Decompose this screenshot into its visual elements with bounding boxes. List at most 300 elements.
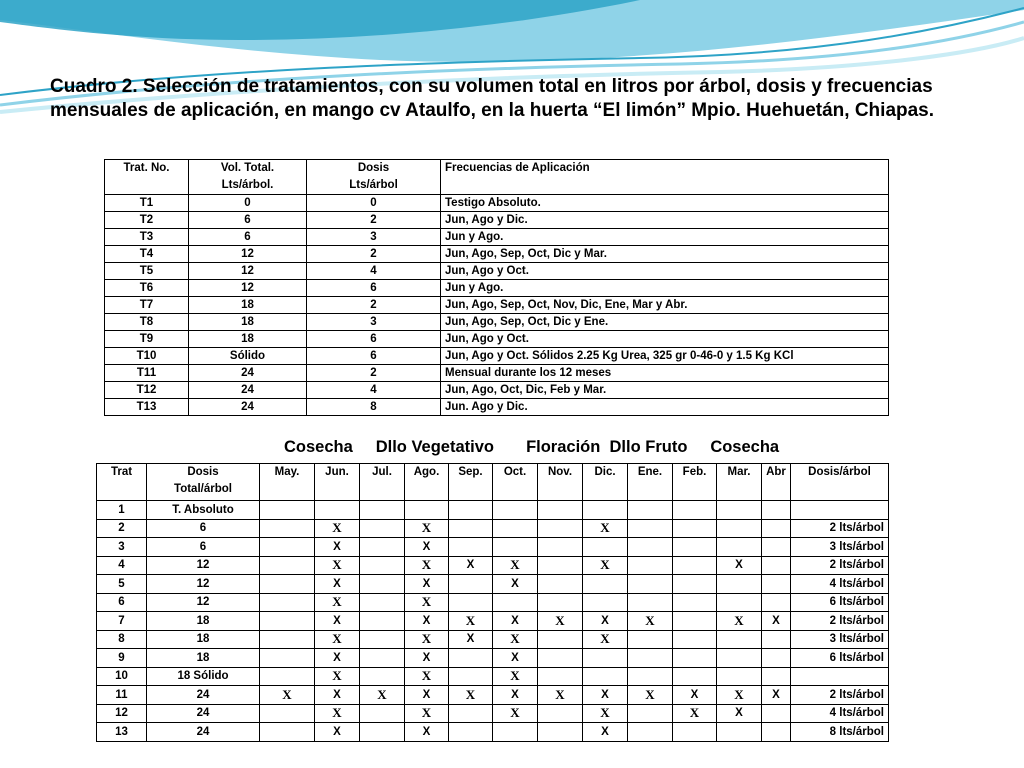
month-mark-cell	[538, 556, 583, 575]
column-header	[673, 464, 717, 501]
table-row	[97, 704, 889, 723]
table-cell: 6	[97, 593, 147, 612]
table-cell: 12	[189, 280, 307, 297]
table-cell: T13	[105, 399, 189, 416]
table-cell: 3	[307, 229, 441, 246]
month-mark-cell: X	[449, 556, 493, 575]
table-cell: 8 lts/árbol	[791, 723, 889, 742]
table-cell: 5	[97, 575, 147, 594]
table-row	[97, 538, 889, 557]
month-mark-cell: X	[405, 519, 449, 538]
table-cell: 3	[97, 538, 147, 557]
month-mark-cell	[673, 538, 717, 557]
month-mark-cell: X	[405, 723, 449, 742]
table-cell: 8	[97, 630, 147, 649]
month-mark-cell	[717, 501, 762, 520]
month-mark-cell: X	[717, 686, 762, 705]
month-mark-cell	[360, 723, 405, 742]
table-cell: 18 Sólido	[147, 667, 260, 686]
table-cell: 12	[189, 246, 307, 263]
table-cell: 6	[147, 519, 260, 538]
column-header-label: Nov.	[547, 466, 573, 478]
column-header-label: Lts/árbol	[349, 179, 398, 191]
table-row	[97, 630, 889, 649]
column-header	[315, 464, 360, 501]
column-header-label: Jun.	[325, 466, 349, 478]
table-cell: 6	[189, 212, 307, 229]
month-mark-cell	[538, 501, 583, 520]
table-cell: Jun, Ago y Oct. Sólidos 2.25 Kg Urea, 325 gr 0-46-0 y 1.5 Kg KCl	[441, 348, 889, 365]
table-cell: 8	[307, 399, 441, 416]
table-cell: 6	[147, 538, 260, 557]
column-header-label: Oct.	[503, 466, 527, 478]
month-mark-cell	[538, 593, 583, 612]
month-mark-cell: X	[315, 723, 360, 742]
month-mark-cell	[673, 649, 717, 668]
month-mark-cell: X	[673, 686, 717, 705]
table-cell: 18	[147, 630, 260, 649]
month-mark-cell	[538, 704, 583, 723]
column-header	[791, 464, 889, 501]
month-mark-cell: X	[583, 723, 628, 742]
table-cell: 12	[189, 263, 307, 280]
column-header	[441, 160, 889, 195]
table-cell: T5	[105, 263, 189, 280]
table-cell: Jun, Ago, Sep, Oct, Nov, Dic, Ene, Mar y Abr.	[441, 297, 889, 314]
month-mark-cell	[583, 575, 628, 594]
column-header-label: Feb.	[682, 466, 707, 478]
month-mark-cell	[762, 723, 791, 742]
table-cell: T4	[105, 246, 189, 263]
column-header	[762, 464, 791, 501]
table-cell: 2	[307, 365, 441, 382]
month-mark-cell: X	[405, 593, 449, 612]
month-mark-cell	[628, 575, 673, 594]
table-cell: 3 lts/árbol	[791, 538, 889, 557]
month-mark-cell	[628, 649, 673, 668]
table-row	[97, 649, 889, 668]
column-header	[717, 464, 762, 501]
month-mark-cell: X	[405, 667, 449, 686]
table-cell: 18	[147, 649, 260, 668]
month-mark-cell: X	[315, 556, 360, 575]
month-mark-cell	[360, 519, 405, 538]
month-mark-cell	[260, 519, 315, 538]
table-row	[105, 399, 889, 416]
month-mark-cell: X	[628, 612, 673, 631]
table-cell: 6	[189, 229, 307, 246]
month-mark-cell: X	[583, 556, 628, 575]
table-cell: T11	[105, 365, 189, 382]
month-mark-cell: X	[673, 704, 717, 723]
table-cell: 18	[189, 331, 307, 348]
table-cell: T12	[105, 382, 189, 399]
month-mark-cell: X	[583, 519, 628, 538]
table-cell: 3 lts/árbol	[791, 630, 889, 649]
table-row	[97, 667, 889, 686]
table-row	[105, 382, 889, 399]
table-cell: 24	[189, 382, 307, 399]
month-mark-cell: X	[449, 686, 493, 705]
table-cell: 2	[307, 212, 441, 229]
table-cell: 7	[97, 612, 147, 631]
month-mark-cell	[538, 667, 583, 686]
table-cell: 13	[97, 723, 147, 742]
month-mark-cell	[538, 649, 583, 668]
month-mark-cell: X	[405, 704, 449, 723]
table-row	[97, 501, 889, 520]
month-mark-cell	[673, 556, 717, 575]
table-cell	[791, 501, 889, 520]
table-row	[105, 331, 889, 348]
month-mark-cell: X	[493, 612, 538, 631]
table-row	[105, 229, 889, 246]
table-cell: T10	[105, 348, 189, 365]
month-mark-cell	[717, 519, 762, 538]
month-mark-cell: X	[583, 704, 628, 723]
month-mark-cell	[360, 630, 405, 649]
table-cell: Jun, Ago, Oct, Dic, Feb y Mar.	[441, 382, 889, 399]
month-mark-cell: X	[717, 704, 762, 723]
column-header	[493, 464, 538, 501]
month-mark-cell	[717, 723, 762, 742]
month-mark-cell: X	[315, 593, 360, 612]
table-cell: Jun, Ago, Sep, Oct, Dic y Ene.	[441, 314, 889, 331]
month-mark-cell	[315, 501, 360, 520]
column-header	[360, 464, 405, 501]
month-mark-cell	[449, 501, 493, 520]
month-mark-cell: X	[538, 612, 583, 631]
table-row	[97, 612, 889, 631]
month-mark-cell	[449, 519, 493, 538]
table-cell: T. Absoluto	[147, 501, 260, 520]
month-mark-cell	[717, 667, 762, 686]
table-cell: 18	[189, 314, 307, 331]
month-mark-cell	[260, 723, 315, 742]
column-header-label: Ene.	[637, 466, 663, 478]
month-mark-cell: X	[360, 686, 405, 705]
month-mark-cell	[628, 723, 673, 742]
month-mark-cell	[449, 575, 493, 594]
table-cell: T8	[105, 314, 189, 331]
table-row	[105, 365, 889, 382]
table-cell: Jun y Ago.	[441, 229, 889, 246]
table-cell: 18	[147, 612, 260, 631]
table-cell: 6	[307, 280, 441, 297]
table-cell: Jun, Ago y Dic.	[441, 212, 889, 229]
table-cell: T1	[105, 195, 189, 212]
month-mark-cell: X	[717, 612, 762, 631]
column-header-label: Mar.	[727, 466, 751, 478]
table-row	[105, 212, 889, 229]
month-mark-cell	[673, 723, 717, 742]
month-mark-cell	[449, 649, 493, 668]
month-mark-cell: X	[405, 649, 449, 668]
month-mark-cell	[493, 501, 538, 520]
month-mark-cell: X	[315, 630, 360, 649]
month-mark-cell	[673, 612, 717, 631]
month-mark-cell: X	[717, 556, 762, 575]
table-cell: 2	[307, 246, 441, 263]
column-header-label: May.	[274, 466, 300, 478]
month-mark-cell	[673, 630, 717, 649]
column-header-label: Dosis/árbol	[808, 466, 871, 478]
month-mark-cell	[583, 593, 628, 612]
month-mark-cell: X	[449, 612, 493, 631]
month-mark-cell	[360, 575, 405, 594]
table-row	[105, 195, 889, 212]
month-mark-cell	[260, 704, 315, 723]
table-cell: 2	[97, 519, 147, 538]
table-cell: 2 lts/árbol	[791, 556, 889, 575]
table-row	[97, 575, 889, 594]
table-cell: 6	[307, 348, 441, 365]
month-mark-cell	[717, 593, 762, 612]
month-mark-cell	[583, 667, 628, 686]
month-mark-cell	[762, 667, 791, 686]
month-mark-cell: X	[493, 630, 538, 649]
month-mark-cell	[762, 704, 791, 723]
month-mark-cell	[493, 538, 538, 557]
month-mark-cell	[717, 649, 762, 668]
table-cell: 2 lts/árbol	[791, 519, 889, 538]
table-row	[105, 314, 889, 331]
month-mark-cell	[360, 649, 405, 668]
month-mark-cell	[405, 501, 449, 520]
table-cell: Jun. Ago y Dic.	[441, 399, 889, 416]
column-header-label: Lts/árbol.	[221, 179, 274, 191]
month-mark-cell	[628, 667, 673, 686]
month-mark-cell: X	[493, 575, 538, 594]
month-mark-cell	[260, 612, 315, 631]
column-header	[583, 464, 628, 501]
column-header	[405, 464, 449, 501]
month-mark-cell	[583, 501, 628, 520]
column-header	[307, 160, 441, 195]
monthly-schedule-table	[96, 463, 889, 742]
table-cell: 6 lts/árbol	[791, 649, 889, 668]
month-mark-cell	[762, 501, 791, 520]
table-header-row	[105, 160, 889, 195]
column-header-label: Jul.	[372, 466, 392, 478]
month-mark-cell	[260, 556, 315, 575]
table-cell: 4 lts/árbol	[791, 575, 889, 594]
table-cell: T3	[105, 229, 189, 246]
table-cell: 1	[97, 501, 147, 520]
column-header	[147, 464, 260, 501]
table-row	[105, 263, 889, 280]
table-cell: Testigo Absoluto.	[441, 195, 889, 212]
month-mark-cell	[260, 630, 315, 649]
month-mark-cell	[449, 704, 493, 723]
month-mark-cell: X	[405, 686, 449, 705]
month-mark-cell	[628, 593, 673, 612]
table-cell: Jun, Ago, Sep, Oct, Dic y Mar.	[441, 246, 889, 263]
treatments-table	[104, 159, 889, 416]
table-cell: 4	[307, 382, 441, 399]
month-mark-cell	[260, 538, 315, 557]
month-mark-cell: X	[405, 630, 449, 649]
month-mark-cell	[260, 501, 315, 520]
month-mark-cell: X	[583, 630, 628, 649]
page-title: Cuadro 2. Selección de tratamientos, con su volumen total en litros por árbol, dosis y frecuencias mensuales de aplicación, en mango cv Ataulfo, en la huerta “El limón” Mpio. Huehuetán, Chiapas.	[50, 76, 935, 121]
month-mark-cell: X	[762, 686, 791, 705]
column-header-label: Abr	[766, 466, 786, 478]
table-cell: T2	[105, 212, 189, 229]
table-row	[97, 723, 889, 742]
month-mark-cell	[673, 501, 717, 520]
month-mark-cell: X	[315, 575, 360, 594]
table-cell: 9	[97, 649, 147, 668]
column-header-label: Trat	[110, 466, 133, 478]
month-mark-cell: X	[628, 686, 673, 705]
month-mark-cell	[260, 649, 315, 668]
month-mark-cell	[628, 556, 673, 575]
month-mark-cell: X	[538, 686, 583, 705]
month-mark-cell: X	[583, 686, 628, 705]
table-cell: Jun y Ago.	[441, 280, 889, 297]
table-row	[97, 686, 889, 705]
table-cell: 24	[189, 365, 307, 382]
table-cell: Jun, Ago y Oct.	[441, 263, 889, 280]
column-header-label: Ago.	[413, 466, 440, 478]
column-header-label: Trat. No.	[123, 162, 170, 174]
table-cell: 6 lts/árbol	[791, 593, 889, 612]
month-mark-cell	[360, 538, 405, 557]
column-header	[189, 160, 307, 195]
month-mark-cell	[260, 593, 315, 612]
month-mark-cell	[260, 575, 315, 594]
month-mark-cell	[493, 723, 538, 742]
column-header-label: Sep.	[458, 466, 483, 478]
column-header-label: Dosis	[187, 466, 219, 478]
month-mark-cell	[538, 538, 583, 557]
month-mark-cell: X	[315, 686, 360, 705]
table-cell: 2 lts/árbol	[791, 612, 889, 631]
table-cell: 2 lts/árbol	[791, 686, 889, 705]
month-mark-cell: X	[405, 575, 449, 594]
table-row	[97, 593, 889, 612]
table-cell: 18	[189, 297, 307, 314]
month-mark-cell: X	[315, 538, 360, 557]
column-header	[449, 464, 493, 501]
month-mark-cell: X	[315, 704, 360, 723]
table-cell: 6	[307, 331, 441, 348]
column-header-label: Total/árbol	[174, 483, 232, 495]
month-mark-cell	[717, 575, 762, 594]
month-mark-cell: X	[493, 686, 538, 705]
table-cell: 4 lts/árbol	[791, 704, 889, 723]
table-row	[97, 519, 889, 538]
column-header-label: Vol. Total.	[220, 162, 275, 174]
month-mark-cell	[449, 667, 493, 686]
month-mark-cell	[260, 667, 315, 686]
column-header	[628, 464, 673, 501]
table-cell: 0	[307, 195, 441, 212]
month-mark-cell	[493, 519, 538, 538]
month-mark-cell: X	[315, 612, 360, 631]
phase-labels: Cosecha Dllo Vegetativo Floración Dllo Fruto Cosecha	[284, 438, 780, 456]
month-mark-cell	[449, 538, 493, 557]
month-mark-cell: X	[493, 667, 538, 686]
table-cell: 24	[189, 399, 307, 416]
column-header	[97, 464, 147, 501]
table-cell: Mensual durante los 12 meses	[441, 365, 889, 382]
month-mark-cell	[717, 538, 762, 557]
table-row	[105, 246, 889, 263]
month-mark-cell	[493, 593, 538, 612]
month-mark-cell	[538, 575, 583, 594]
month-mark-cell	[628, 538, 673, 557]
column-header-label: Frecuencias de Aplicación	[445, 162, 590, 174]
table-row	[105, 280, 889, 297]
month-mark-cell: X	[315, 667, 360, 686]
column-header-label: Dosis	[357, 162, 390, 174]
month-mark-cell: X	[583, 612, 628, 631]
month-mark-cell: X	[405, 612, 449, 631]
table-cell	[791, 667, 889, 686]
table-cell: 4	[97, 556, 147, 575]
table-cell: 11	[97, 686, 147, 705]
table-cell: 24	[147, 704, 260, 723]
table-cell: 12	[97, 704, 147, 723]
month-mark-cell	[360, 501, 405, 520]
month-mark-cell: X	[260, 686, 315, 705]
month-mark-cell: X	[315, 519, 360, 538]
month-mark-cell	[673, 575, 717, 594]
month-mark-cell	[762, 556, 791, 575]
table-cell: 4	[307, 263, 441, 280]
table-cell: 12	[147, 556, 260, 575]
column-header	[105, 160, 189, 195]
month-mark-cell	[628, 519, 673, 538]
month-mark-cell	[762, 593, 791, 612]
table-cell: 24	[147, 723, 260, 742]
column-header-label: Dic.	[594, 466, 616, 478]
month-mark-cell: X	[493, 704, 538, 723]
month-mark-cell: X	[405, 556, 449, 575]
table-cell: 3	[307, 314, 441, 331]
month-mark-cell	[628, 501, 673, 520]
month-mark-cell	[673, 519, 717, 538]
month-mark-cell	[360, 704, 405, 723]
table-row	[105, 297, 889, 314]
month-mark-cell	[360, 593, 405, 612]
table-row	[97, 556, 889, 575]
month-mark-cell	[762, 649, 791, 668]
month-mark-cell: X	[493, 649, 538, 668]
month-mark-cell	[628, 704, 673, 723]
month-mark-cell	[673, 667, 717, 686]
table-cell: Sólido	[189, 348, 307, 365]
table-cell: 10	[97, 667, 147, 686]
month-mark-cell: X	[405, 538, 449, 557]
month-mark-cell: X	[315, 649, 360, 668]
column-header	[260, 464, 315, 501]
table-row	[105, 348, 889, 365]
month-mark-cell	[538, 723, 583, 742]
table-cell: 12	[147, 593, 260, 612]
month-mark-cell	[583, 538, 628, 557]
table-cell: T9	[105, 331, 189, 348]
month-mark-cell: X	[762, 612, 791, 631]
month-mark-cell	[449, 723, 493, 742]
month-mark-cell	[360, 667, 405, 686]
table-cell: 24	[147, 686, 260, 705]
table-cell: Jun, Ago y Oct.	[441, 331, 889, 348]
month-mark-cell	[717, 630, 762, 649]
column-header	[538, 464, 583, 501]
